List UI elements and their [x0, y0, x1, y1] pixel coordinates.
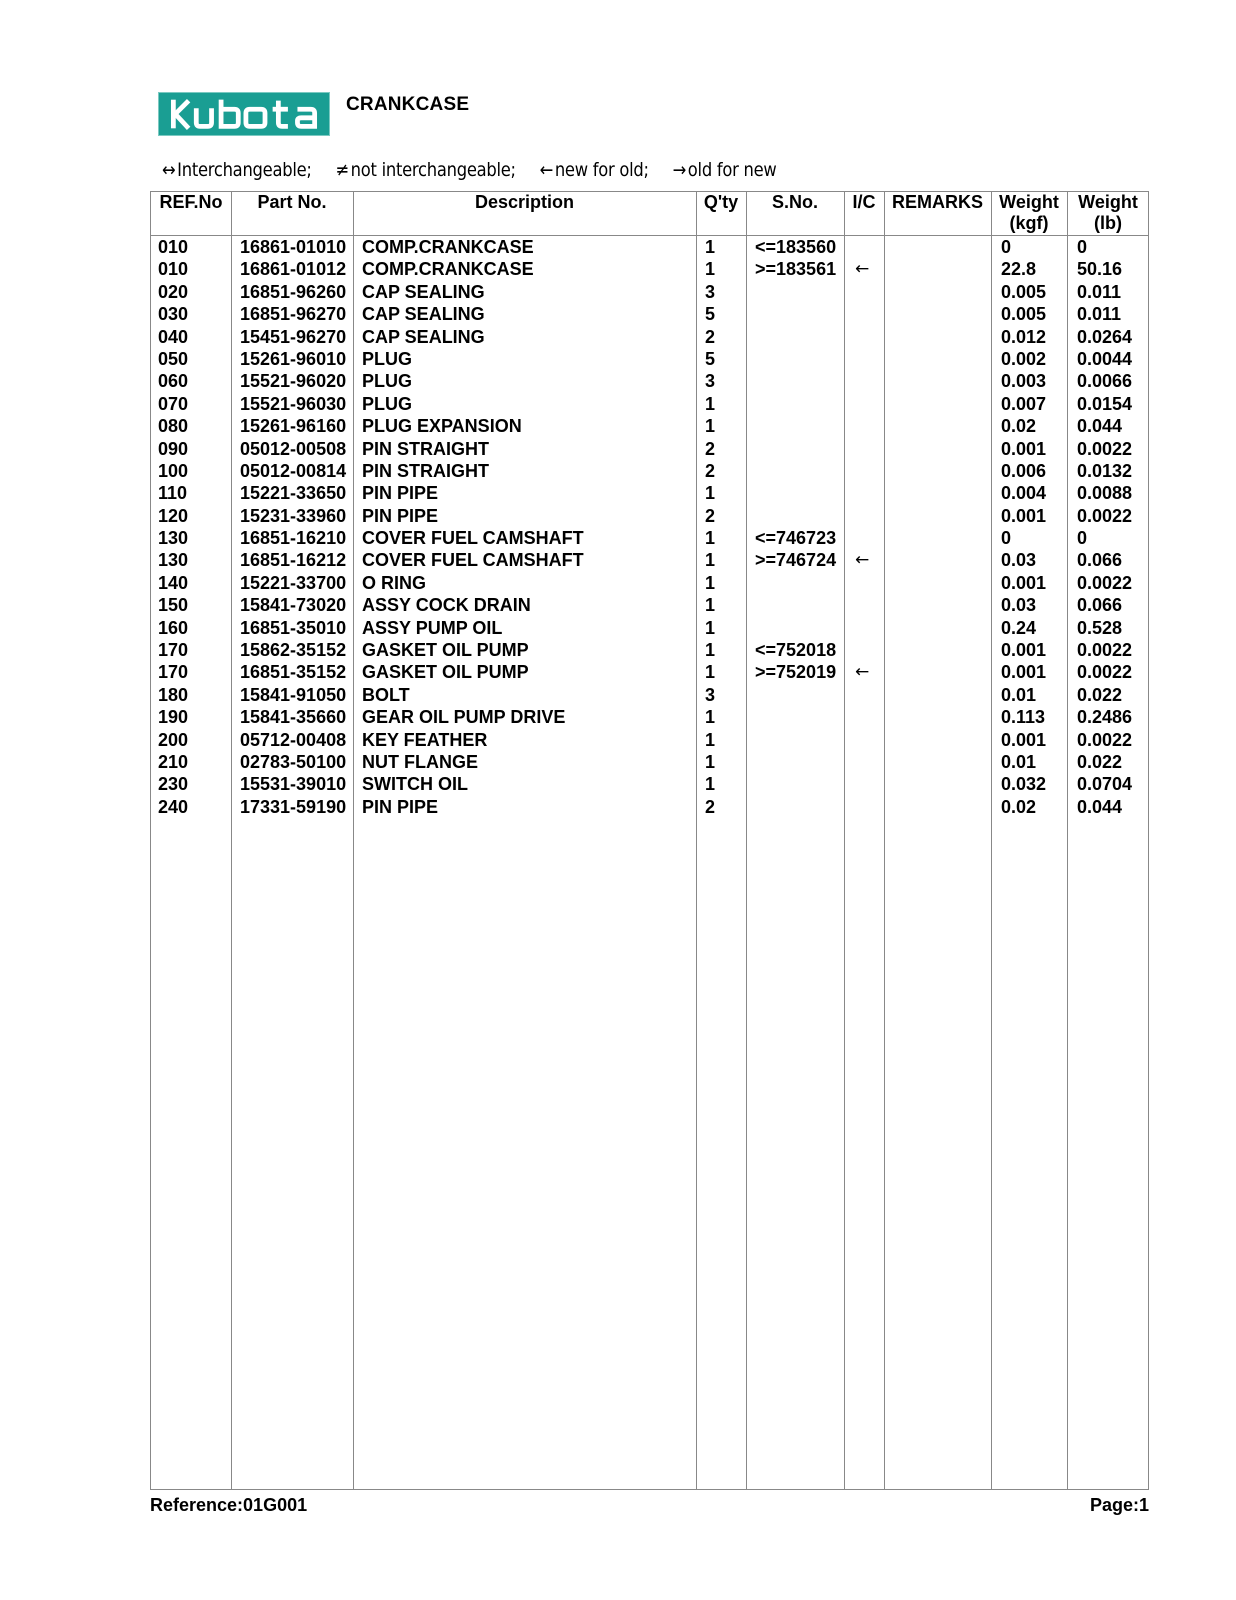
double-arrow-icon: ↔	[162, 159, 176, 181]
cell-weight-lb: 0.0022	[1077, 505, 1133, 526]
cell-weight-kgf: 0.003	[1001, 371, 1047, 392]
cell-ref-no: 050	[158, 348, 189, 369]
table-row	[151, 236, 1148, 258]
header-ic: I/C	[852, 192, 876, 212]
kubota-logo	[158, 92, 330, 136]
cell-serial-no: <=752018	[755, 640, 837, 661]
cell-weight-lb: 0.0022	[1077, 662, 1133, 683]
cell-part-no: 15862-35152	[240, 640, 347, 661]
cell-part-no: 15521-96020	[240, 371, 347, 392]
cell-ref-no: 100	[158, 460, 189, 481]
cell-description: PLUG	[362, 348, 413, 369]
cell-ref-no: 130	[158, 550, 189, 571]
cell-weight-lb: 0.528	[1077, 617, 1123, 638]
cell-qty: 2	[705, 460, 716, 481]
cell-weight-kgf: 0.001	[1001, 640, 1047, 661]
cell-weight-lb: 0.0264	[1077, 326, 1133, 347]
cell-ref-no: 070	[158, 393, 189, 414]
table-row	[151, 348, 1148, 370]
cell-part-no: 15451-96270	[240, 326, 347, 347]
cell-weight-lb: 0	[1077, 237, 1088, 257]
cell-description: GASKET OIL PUMP	[362, 640, 529, 661]
cell-ref-no: 130	[158, 528, 189, 549]
table-row	[151, 617, 1148, 639]
cell-weight-kgf: 0.001	[1001, 729, 1047, 750]
cell-weight-lb: 0.011	[1077, 281, 1122, 302]
table-row	[151, 370, 1148, 392]
cell-description: PLUG	[362, 371, 413, 392]
cell-description: KEY FEATHER	[362, 729, 488, 750]
cell-weight-kgf: 22.8	[1001, 259, 1037, 280]
table-row	[151, 796, 1148, 818]
cell-qty: 2	[705, 505, 716, 526]
cell-part-no: 05012-00508	[240, 438, 347, 459]
cell-weight-lb: 0.066	[1077, 550, 1123, 571]
cell-weight-kgf: 0.03	[1001, 595, 1037, 616]
cell-weight-kgf: 0.113	[1001, 707, 1046, 728]
cell-part-no: 16851-96260	[240, 281, 347, 302]
cell-weight-kgf: 0.007	[1001, 393, 1047, 414]
cell-weight-lb: 0.0066	[1077, 371, 1133, 392]
cell-qty: 1	[705, 572, 716, 593]
cell-serial-no: >=746724	[755, 550, 837, 571]
cell-description: CAP SEALING	[362, 281, 485, 302]
cell-qty: 1	[705, 259, 716, 280]
cell-description: PLUG	[362, 393, 413, 414]
cell-weight-kgf: 0.005	[1001, 304, 1047, 325]
legend-item-not-interchangeable: ≠not interchangeable;	[335, 159, 516, 181]
cell-weight-lb: 0.011	[1077, 304, 1122, 325]
interchangeability-legend	[162, 159, 795, 181]
cell-part-no: 15221-33650	[240, 483, 347, 504]
cell-ref-no: 030	[158, 304, 189, 325]
cell-description: PIN PIPE	[362, 483, 439, 504]
cell-qty: 3	[705, 281, 716, 302]
cell-description: PIN PIPE	[362, 505, 439, 526]
cell-description: COMP.CRANKCASE	[362, 259, 534, 280]
cell-weight-kgf: 0.001	[1001, 662, 1047, 683]
header-weight-kgf: Weight (kgf)	[999, 192, 1059, 233]
cell-qty: 3	[705, 371, 716, 392]
cell-weight-kgf: 0.001	[1001, 505, 1047, 526]
table-row	[151, 594, 1148, 616]
cell-description: PIN STRAIGHT	[362, 460, 490, 481]
cell-weight-kgf: 0.02	[1001, 796, 1037, 817]
cell-ref-no: 200	[158, 729, 189, 750]
header-qty: Q'ty	[703, 192, 739, 212]
cell-description: COVER FUEL CAMSHAFT	[362, 550, 584, 571]
cell-weight-kgf: 0.012	[1001, 326, 1047, 347]
legend-item-old-for-new: →old for new	[672, 159, 777, 181]
cell-description: ASSY PUMP OIL	[362, 617, 503, 638]
cell-description: GASKET OIL PUMP	[362, 662, 529, 683]
cell-description: SWITCH OIL	[362, 774, 468, 795]
cell-ref-no: 170	[158, 662, 189, 683]
parts-table	[150, 191, 1149, 1490]
header-weight-lb: Weight (lb)	[1078, 192, 1138, 233]
cell-weight-lb: 0.0022	[1077, 729, 1133, 750]
cell-ref-no: 110	[158, 483, 188, 504]
cell-part-no: 15531-39010	[240, 774, 347, 795]
cell-qty: 1	[705, 416, 716, 437]
cell-qty: 3	[705, 684, 716, 705]
cell-weight-lb: 0.0022	[1077, 640, 1133, 661]
table-row	[151, 438, 1148, 460]
cell-qty: 2	[705, 796, 716, 817]
cell-ref-no: 210	[158, 751, 189, 772]
table-row	[151, 393, 1148, 415]
cell-weight-lb: 0.066	[1077, 595, 1123, 616]
header-description: Description	[474, 192, 575, 212]
cell-qty: 1	[705, 729, 716, 750]
parts-table-body	[151, 236, 1148, 818]
cell-ref-no: 020	[158, 281, 189, 302]
not-equal-icon: ≠	[335, 159, 349, 181]
cell-weight-kgf: 0.24	[1001, 617, 1037, 638]
cell-weight-kgf: 0.005	[1001, 281, 1047, 302]
table-row	[151, 549, 1148, 571]
cell-description: COVER FUEL CAMSHAFT	[362, 528, 584, 549]
cell-ref-no: 080	[158, 416, 189, 437]
cell-part-no: 15841-73020	[240, 595, 347, 616]
cell-qty: 5	[705, 348, 716, 369]
table-row	[151, 258, 1148, 280]
cell-description: PLUG EXPANSION	[362, 416, 522, 437]
cell-weight-lb: 0.0704	[1077, 774, 1133, 795]
cell-part-no: 16851-35152	[240, 662, 347, 683]
cell-weight-lb: 0.0022	[1077, 572, 1133, 593]
cell-part-no: 15221-33700	[240, 572, 347, 593]
cell-description: O RING	[362, 572, 427, 593]
cell-qty: 2	[705, 326, 716, 347]
page-number: Page:1	[1089, 1495, 1149, 1515]
cell-weight-kgf: 0.002	[1001, 348, 1047, 369]
cell-ref-no: 180	[158, 684, 189, 705]
cell-qty: 1	[705, 617, 716, 638]
cell-weight-kgf: 0.001	[1001, 572, 1047, 593]
cell-description: PIN PIPE	[362, 796, 439, 817]
cell-qty: 1	[705, 528, 716, 549]
left-arrow-icon: ←	[855, 662, 870, 683]
cell-part-no: 16851-96270	[240, 304, 347, 325]
cell-weight-lb: 50.16	[1077, 259, 1123, 280]
left-arrow-icon: ←	[855, 550, 870, 571]
table-row	[151, 751, 1148, 773]
cell-part-no: 15841-91050	[240, 684, 347, 705]
table-row	[151, 482, 1148, 504]
cell-ref-no: 150	[158, 595, 189, 616]
cell-ref-no: 040	[158, 326, 189, 347]
cell-weight-kgf: 0.006	[1001, 460, 1047, 481]
cell-qty: 1	[705, 707, 716, 728]
cell-part-no: 17331-59190	[240, 796, 347, 817]
table-row	[151, 661, 1148, 683]
cell-weight-kgf: 0.01	[1001, 684, 1037, 705]
cell-weight-lb: 0.0088	[1077, 483, 1133, 504]
cell-weight-lb: 0.044	[1077, 416, 1123, 437]
cell-part-no: 16851-16210	[240, 528, 347, 549]
header-remarks: REMARKS	[891, 192, 983, 212]
cell-ref-no: 060	[158, 371, 189, 392]
cell-weight-kgf: 0.004	[1001, 483, 1047, 504]
table-row	[151, 639, 1148, 661]
cell-qty: 1	[705, 774, 716, 795]
cell-ref-no: 240	[158, 796, 189, 817]
left-arrow-icon: ←	[855, 259, 870, 280]
cell-weight-lb: 0.0044	[1077, 348, 1133, 369]
table-row	[151, 684, 1148, 706]
table-row	[151, 572, 1148, 594]
cell-ref-no: 190	[158, 707, 189, 728]
cell-weight-lb: 0.044	[1077, 796, 1123, 817]
cell-qty: 1	[705, 751, 716, 772]
cell-qty: 1	[705, 393, 716, 414]
cell-weight-kgf: 0.02	[1001, 416, 1037, 437]
cell-weight-lb: 0.022	[1077, 751, 1123, 772]
document-title: CRANKCASE	[346, 94, 470, 115]
cell-description: COMP.CRANKCASE	[362, 237, 534, 257]
cell-description: ASSY COCK DRAIN	[362, 595, 531, 616]
cell-qty: 1	[705, 237, 716, 257]
cell-part-no: 16861-01010	[240, 237, 347, 257]
cell-qty: 1	[705, 595, 716, 616]
reference-label: Reference:01G001	[150, 1495, 308, 1515]
cell-ref-no: 160	[158, 617, 189, 638]
cell-part-no: 15261-96160	[240, 416, 347, 437]
cell-ref-no: 120	[158, 505, 189, 526]
cell-weight-kgf: 0.001	[1001, 438, 1047, 459]
cell-description: CAP SEALING	[362, 326, 485, 347]
cell-weight-lb: 0	[1077, 528, 1088, 549]
cell-part-no: 05712-00408	[240, 729, 347, 750]
cell-weight-lb: 0.2486	[1077, 707, 1133, 728]
cell-ref-no: 170	[158, 640, 189, 661]
header-serial-no: S.No.	[771, 192, 818, 212]
cell-weight-kgf: 0	[1001, 528, 1012, 549]
cell-serial-no: <=746723	[755, 528, 837, 549]
cell-ref-no: 010	[158, 259, 189, 280]
cell-ref-no: 230	[158, 774, 189, 795]
cell-part-no: 16851-35010	[240, 617, 347, 638]
cell-weight-kgf: 0	[1001, 237, 1012, 257]
cell-qty: 1	[705, 483, 716, 504]
header-part-no: Part No.	[257, 192, 327, 212]
kubota-logo-mark	[159, 93, 329, 135]
legend-item-new-for-old: ←new for old;	[539, 159, 649, 181]
table-row	[151, 505, 1148, 527]
cell-ref-no: 090	[158, 438, 189, 459]
cell-description: BOLT	[362, 684, 410, 705]
cell-weight-kgf: 0.01	[1001, 751, 1037, 772]
cell-part-no: 15231-33960	[240, 505, 347, 526]
cell-serial-no: >=183561	[755, 259, 837, 280]
cell-description: GEAR OIL PUMP DRIVE	[362, 707, 566, 728]
cell-weight-lb: 0.0154	[1077, 393, 1133, 414]
cell-weight-lb: 0.0132	[1077, 460, 1133, 481]
table-row	[151, 326, 1148, 348]
cell-weight-kgf: 0.032	[1001, 774, 1047, 795]
table-row	[151, 527, 1148, 549]
cell-description: PIN STRAIGHT	[362, 438, 490, 459]
cell-description: NUT FLANGE	[362, 751, 478, 772]
cell-ref-no: 140	[158, 572, 189, 593]
cell-description: CAP SEALING	[362, 304, 485, 325]
table-row	[151, 729, 1148, 751]
cell-part-no: 15521-96030	[240, 393, 347, 414]
legend-item-interchangeable: ↔Interchangeable;	[162, 159, 312, 181]
cell-qty: 5	[705, 304, 716, 325]
right-arrow-icon: →	[672, 159, 687, 181]
header-ref-no: REF.No	[159, 192, 223, 212]
cell-weight-kgf: 0.03	[1001, 550, 1037, 571]
cell-part-no: 02783-50100	[240, 751, 347, 772]
cell-qty: 1	[705, 550, 716, 571]
cell-weight-lb: 0.0022	[1077, 438, 1133, 459]
table-row	[151, 281, 1148, 303]
table-row	[151, 706, 1148, 728]
table-row	[151, 460, 1148, 482]
cell-qty: 2	[705, 438, 716, 459]
table-row	[151, 773, 1148, 795]
cell-part-no: 15841-35660	[240, 707, 347, 728]
cell-weight-lb: 0.022	[1077, 684, 1123, 705]
cell-serial-no: >=752019	[755, 662, 837, 683]
cell-qty: 1	[705, 640, 716, 661]
cell-serial-no: <=183560	[755, 237, 837, 257]
cell-part-no: 16851-16212	[240, 550, 347, 571]
table-row	[151, 415, 1148, 437]
left-arrow-icon: ←	[539, 159, 554, 181]
table-row	[151, 303, 1148, 325]
cell-ref-no: 010	[158, 237, 189, 257]
cell-part-no: 15261-96010	[240, 348, 347, 369]
cell-part-no: 05012-00814	[240, 460, 347, 481]
cell-qty: 1	[705, 662, 716, 683]
cell-part-no: 16861-01012	[240, 259, 347, 280]
